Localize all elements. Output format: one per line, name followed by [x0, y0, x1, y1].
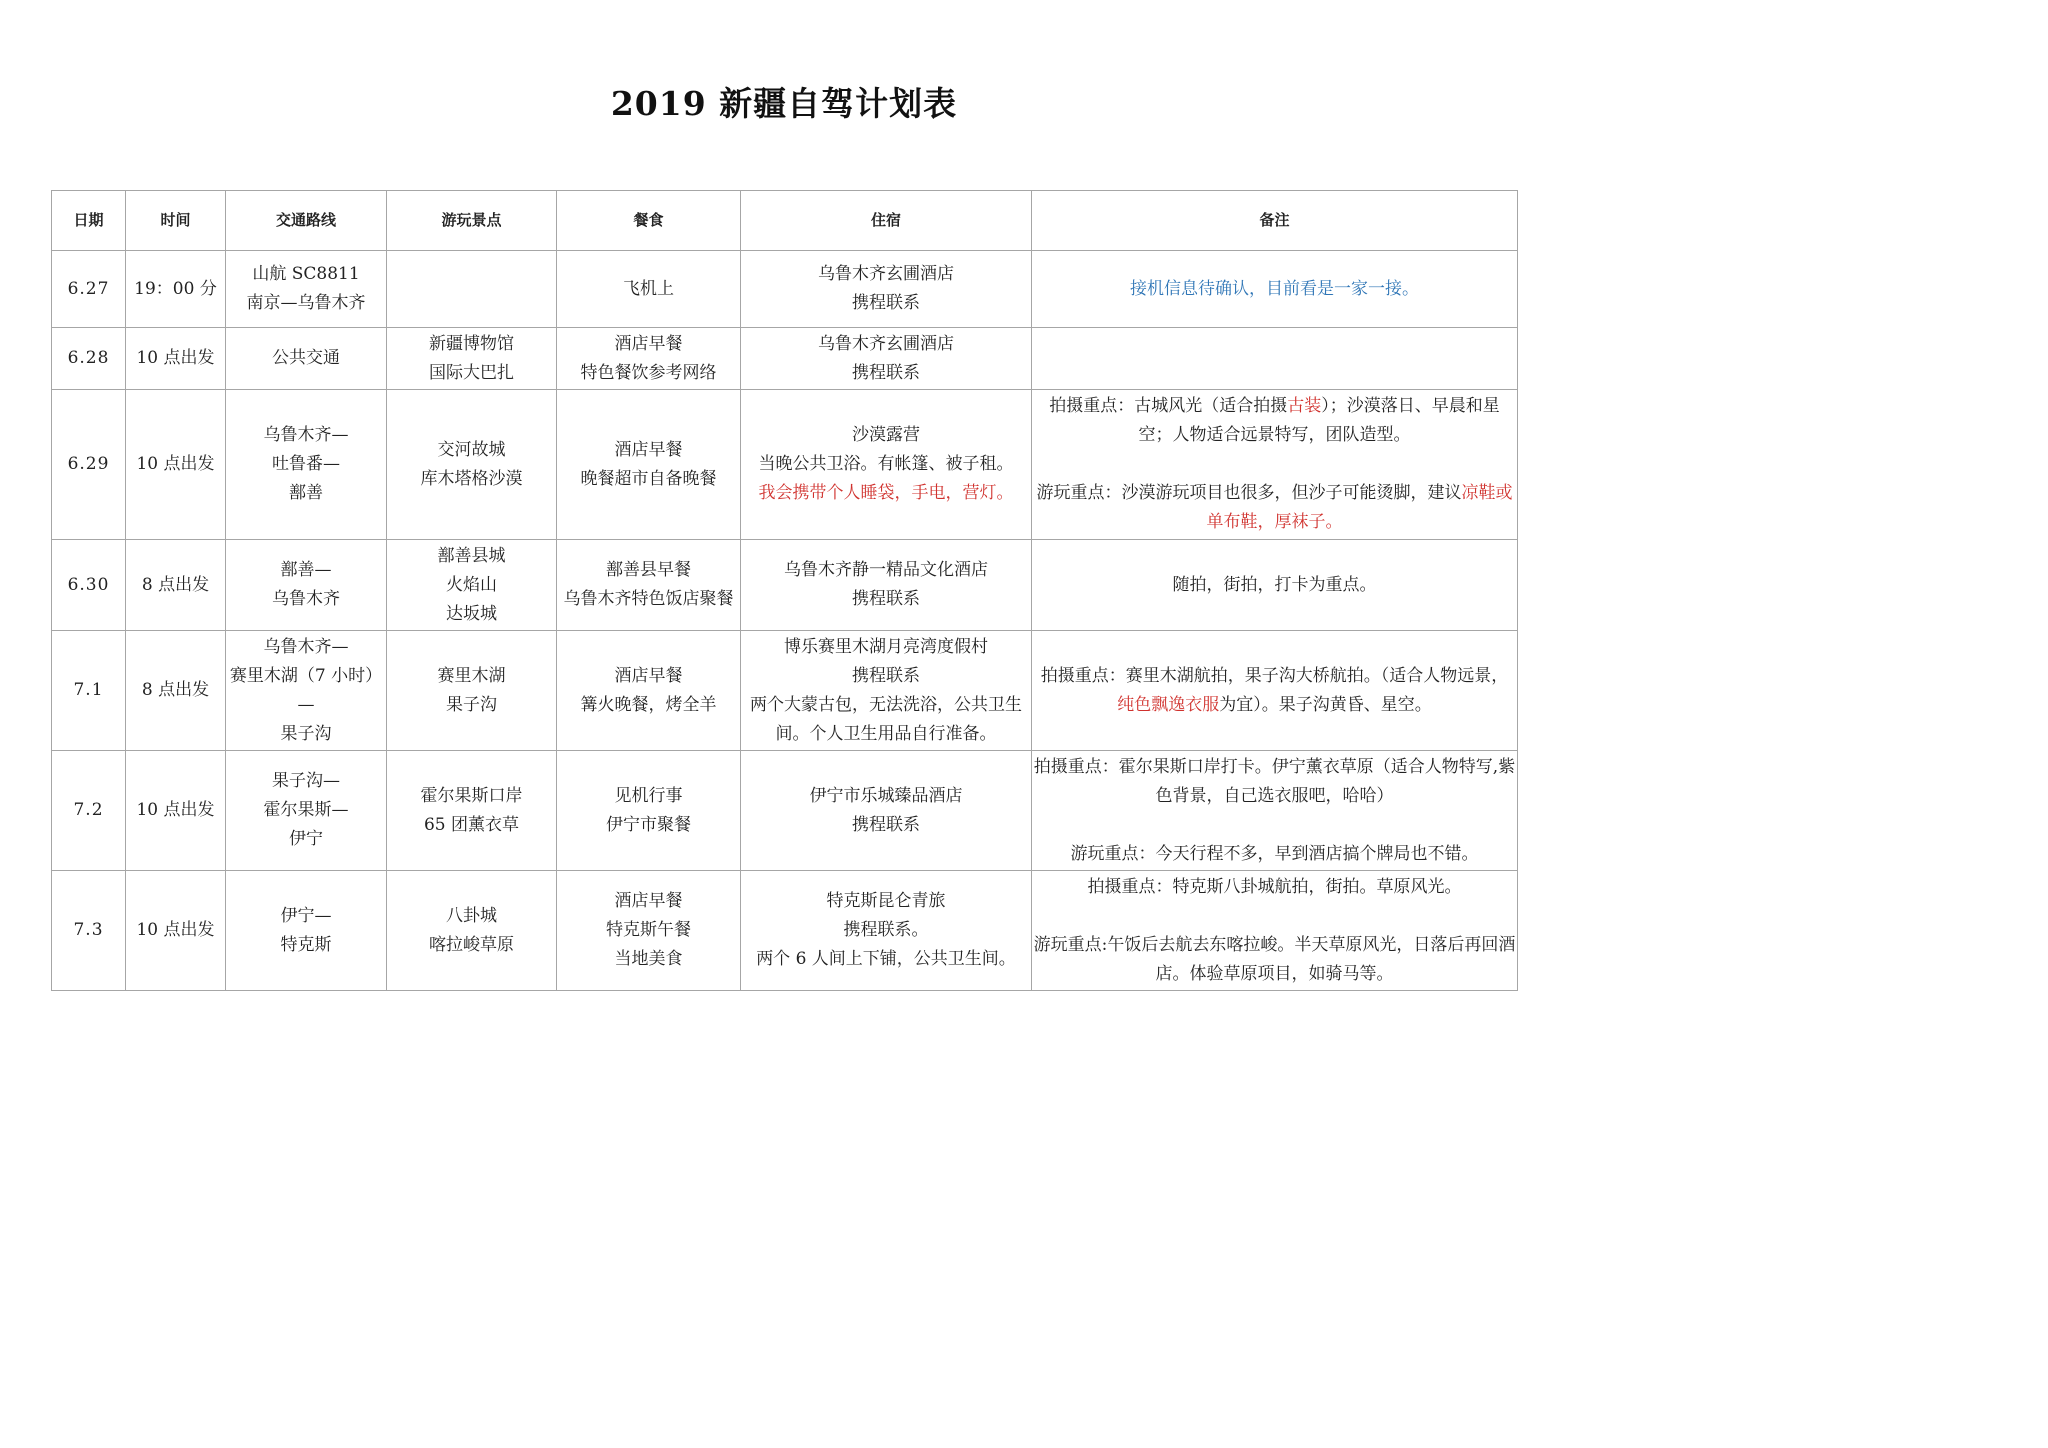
lodging-line: 乌鲁木齐静一精品文化酒店	[784, 560, 988, 580]
cell-route	[226, 328, 387, 390]
cell-date: 6.28	[52, 328, 126, 390]
lodging-line: 两个 6 人间上下铺，公共卫生间。	[756, 949, 1016, 969]
route-line: 鄯善	[289, 483, 323, 503]
route-line: 公共交通	[272, 348, 340, 368]
cell-notes	[1032, 631, 1518, 751]
table-row	[52, 390, 1518, 540]
cell-lodging	[741, 328, 1032, 390]
meal-line: 酒店早餐	[614, 439, 683, 460]
itinerary-table	[51, 190, 1518, 991]
cell-meals	[557, 871, 741, 991]
note-text: 拍摄重点：古城风光（适合拍摄	[1049, 396, 1288, 416]
header-meals: 餐食	[557, 191, 741, 251]
cell-date: 6.29	[52, 390, 126, 540]
route-line: 乌鲁木齐—	[263, 636, 349, 657]
header-notes: 备注	[1032, 191, 1518, 251]
cell-route	[226, 631, 387, 751]
cell-date: 7.3	[52, 871, 126, 991]
meal-line: 晚餐超市自备晚餐	[580, 468, 717, 489]
meal-line: 酒店早餐	[614, 891, 683, 911]
note-text: ）；沙漠落日、早晨和星空；人物适合远景特写，团队造型。	[1138, 396, 1500, 445]
lodging-line: 携程联系。	[843, 920, 929, 940]
cell-route	[226, 540, 387, 631]
lodging-line: 乌鲁木齐玄圃酒店	[818, 333, 954, 354]
cell-notes	[1032, 251, 1518, 328]
sight-line: 达坂城	[446, 603, 497, 624]
cell-lodging	[741, 540, 1032, 631]
meal-line: 当地美食	[614, 949, 683, 969]
cell-lodging	[741, 251, 1032, 328]
note-text: 接机信息待确认，目前看是一家一接。	[1130, 278, 1419, 299]
header-date: 日期	[52, 191, 126, 251]
cell-time: 8 点出发	[126, 540, 226, 631]
sight-line: 果子沟	[446, 694, 497, 715]
cell-meals	[557, 631, 741, 751]
sight-line: 八卦城	[446, 905, 497, 926]
cell-route	[226, 390, 387, 540]
sight-line: 鄯善县城	[437, 545, 506, 566]
cell-meals	[557, 540, 741, 631]
header-sights: 游玩景点	[387, 191, 557, 251]
sight-line: 库木塔格沙漠	[420, 468, 523, 489]
route-line: 乌鲁木齐—	[263, 425, 349, 445]
cell-route	[226, 251, 387, 328]
cell-lodging	[741, 390, 1032, 540]
cell-date: 6.30	[52, 540, 126, 631]
cell-route	[226, 751, 387, 871]
route-line: 伊宁	[289, 829, 323, 849]
table-header-row	[52, 191, 1518, 251]
table-row	[52, 871, 1518, 991]
cell-meals	[557, 328, 741, 390]
route-line: 果子沟	[280, 723, 332, 744]
cell-notes	[1032, 390, 1518, 540]
note-photo: 拍摄重点：霍尔果斯口岸打卡。伊宁薰衣草原（适合人物特写,紫色背景，自己选衣服吧，哈哈）	[1033, 756, 1516, 806]
sight-line: 赛里木湖	[437, 665, 506, 686]
cell-notes	[1032, 751, 1518, 871]
cell-route	[226, 871, 387, 991]
table-row	[52, 631, 1518, 751]
lodging-line: 携程联系	[852, 665, 920, 686]
cell-sights	[387, 871, 557, 991]
page-title: 2019 新疆自驾计划表	[610, 84, 958, 123]
meal-line: 鄯善县早餐	[606, 560, 691, 580]
cell-time: 10 点出发	[126, 751, 226, 871]
sight-line: 喀拉峻草原	[429, 934, 514, 955]
cell-sights	[387, 251, 557, 328]
lodging-line: 博乐赛里木湖月亮湾度假村	[784, 636, 988, 657]
sight-line: 交河故城	[437, 439, 506, 460]
cell-time: 10 点出发	[126, 871, 226, 991]
note-text: 随拍，街拍，打卡为重点。	[1172, 574, 1377, 595]
sight-line: 霍尔果斯口岸	[420, 785, 523, 806]
cell-time: 10 点出发	[126, 328, 226, 390]
meal-line: 酒店早餐	[614, 333, 683, 354]
cell-sights	[387, 631, 557, 751]
lodging-warning: 我会携带个人睡袋，手电，营灯。	[758, 483, 1014, 503]
lodging-line: 特克斯昆仑青旅	[826, 891, 946, 911]
note-text: 游玩重点：沙漠游玩项目也很多，但沙子可能烫脚，建议	[1036, 483, 1462, 503]
route-line: 特克斯	[280, 934, 332, 955]
sight-line: 国际大巴扎	[429, 362, 514, 383]
meal-line: 见机行事	[614, 785, 683, 806]
meal-line: 特色餐饮参考网络	[580, 362, 717, 383]
meal-line: 篝火晚餐，烤全羊	[580, 694, 717, 715]
note-highlight: 古装	[1287, 396, 1322, 416]
note-gap	[1033, 902, 1516, 931]
route-line: 乌鲁木齐	[272, 589, 340, 609]
table-row	[52, 328, 1518, 390]
lodging-line: 携程联系	[852, 589, 920, 609]
cell-lodging	[741, 871, 1032, 991]
meal-line: 酒店早餐	[614, 665, 683, 686]
meal-line: 伊宁市聚餐	[606, 814, 691, 835]
cell-time: 8 点出发	[126, 631, 226, 751]
cell-time: 10 点出发	[126, 390, 226, 540]
lodging-line: 携程联系	[852, 293, 920, 313]
cell-notes	[1032, 871, 1518, 991]
route-line: 伊宁—	[280, 905, 332, 926]
route-line: 鄯善—	[280, 560, 332, 580]
cell-date: 7.1	[52, 631, 126, 751]
cell-date: 7.2	[52, 751, 126, 871]
cell-notes	[1032, 540, 1518, 631]
cell-time: 19：00 分	[126, 251, 226, 328]
sight-line: 新疆博物馆	[429, 333, 514, 354]
table-row	[52, 751, 1518, 871]
note-photo	[1033, 392, 1516, 450]
note-gap	[1033, 811, 1516, 840]
sight-line: 65 团薰衣草	[423, 814, 520, 835]
lodging-line: 乌鲁木齐玄圃酒店	[818, 264, 954, 284]
note-play: 游玩重点:午饭后去航去东喀拉峻。半天草原风光，日落后再回酒店。体验草原项目，如骑马等。	[1033, 934, 1516, 984]
cell-notes	[1032, 328, 1518, 390]
cell-lodging	[741, 751, 1032, 871]
sight-line: 火焰山	[446, 574, 497, 595]
lodging-line: 携程联系	[852, 814, 920, 835]
route-line: 果子沟—	[272, 771, 340, 791]
lodging-line: 携程联系	[852, 362, 920, 383]
cell-meals	[557, 390, 741, 540]
lodging-line: 两个大蒙古包，无法洗浴，公共卫生间。个人卫生用品自行准备。	[750, 694, 1022, 744]
note-highlight: 凉鞋或单布鞋，厚袜子。	[1206, 483, 1513, 532]
lodging-line: 伊宁市乐城臻品酒店	[809, 785, 963, 806]
note-play: 游玩重点：今天行程不多，早到酒店搞个牌局也不错。	[1070, 843, 1479, 864]
meal-line: 飞机上	[623, 278, 674, 299]
cell-sights	[387, 390, 557, 540]
route-line: 赛里木湖（7 小时）	[229, 665, 383, 686]
header-route: 交通路线	[226, 191, 387, 251]
note-photo: 拍摄重点：特克斯八卦城航拍，街拍。草原风光。	[1087, 876, 1462, 897]
route-line: —	[297, 694, 315, 715]
note-text: 拍摄重点：赛里木湖航拍，果子沟大桥航拍。（适合人物远景，	[1040, 665, 1509, 686]
cell-sights	[387, 540, 557, 631]
table-row	[52, 251, 1518, 328]
cell-lodging	[741, 631, 1032, 751]
note-play	[1033, 479, 1516, 537]
note-text: 为宜）。果子沟黄昏、星空。	[1219, 694, 1432, 715]
lodging-line: 当晚公共卫浴。有帐篷、被子租。	[758, 454, 1014, 474]
route-line: 霍尔果斯—	[263, 800, 349, 820]
note-gap	[1033, 450, 1516, 479]
cell-sights	[387, 751, 557, 871]
note-highlight: 纯色飘逸衣服	[1117, 694, 1220, 715]
route-line: 山航 SC8811	[252, 264, 360, 284]
table-row	[52, 540, 1518, 631]
route-line: 南京—乌鲁木齐	[246, 293, 366, 313]
cell-meals	[557, 751, 741, 871]
meal-line: 特克斯午餐	[606, 920, 691, 940]
route-line: 吐鲁番—	[272, 454, 340, 474]
header-time: 时间	[126, 191, 226, 251]
cell-date: 6.27	[52, 251, 126, 328]
header-lodging: 住宿	[741, 191, 1032, 251]
meal-line: 乌鲁木齐特色饭店聚餐	[563, 589, 734, 609]
lodging-line: 沙漠露营	[852, 425, 920, 445]
cell-sights	[387, 328, 557, 390]
cell-meals	[557, 251, 741, 328]
